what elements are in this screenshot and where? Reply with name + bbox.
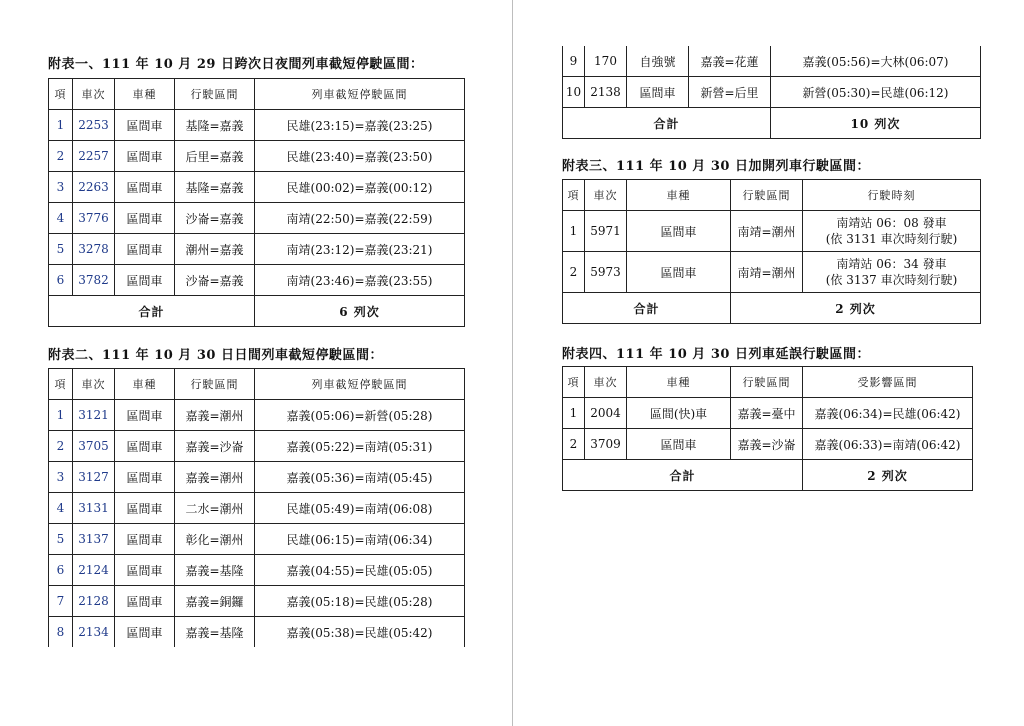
cell-train-type: 區間車	[115, 141, 175, 172]
cell-section: 民雄(23:15)=嘉義(23:25)	[255, 110, 465, 141]
cell-train-no: 170	[585, 46, 627, 77]
table-row	[563, 77, 981, 108]
total-value: 10 列次	[771, 108, 981, 139]
col-header-item: 項	[563, 367, 585, 398]
cell-train-type: 區間車	[627, 429, 731, 460]
table-row	[49, 110, 465, 141]
table-row	[563, 46, 981, 77]
cell-train-no: 2253	[73, 110, 115, 141]
col-header-route: 行駛區間	[731, 180, 803, 211]
cell-item: 1	[563, 398, 585, 429]
cell-train-no: 3782	[73, 265, 115, 296]
cell-section	[803, 252, 981, 293]
col-header-train-no: 車次	[585, 180, 627, 211]
cell-train-type: 區間車	[115, 431, 175, 462]
table2-continued	[562, 46, 981, 139]
cell-section: 民雄(06:15)=南靖(06:34)	[255, 524, 465, 555]
schedule-note: (依 3131 車次時刻行駛)	[825, 232, 958, 246]
table-row	[563, 398, 973, 429]
table-header-row	[49, 369, 465, 400]
table2-title: 附表二、111 年 10 月 30 日日間列車截短停駛區間：	[48, 348, 383, 363]
table1	[48, 78, 465, 327]
schedule-time: 南靖站 06：34 發車	[836, 257, 947, 271]
table-row	[563, 252, 981, 293]
cell-route: 南靖=潮州	[731, 252, 803, 293]
cell-train-type: 區間車	[627, 77, 689, 108]
table4-title: 附表四、111 年 10 月 30 日列車延誤行駛區間：	[562, 347, 870, 362]
table4	[562, 366, 973, 491]
total-label: 合計	[563, 460, 803, 491]
cell-route: 嘉義=沙崙	[731, 429, 803, 460]
cell-item: 1	[563, 211, 585, 252]
cell-section: 南靖(23:46)=嘉義(23:55)	[255, 265, 465, 296]
cell-route: 沙崙=嘉義	[175, 203, 255, 234]
cell-train-no: 3127	[73, 462, 115, 493]
cell-train-no: 2124	[73, 555, 115, 586]
table-row	[563, 211, 981, 252]
table2-body	[49, 369, 465, 648]
cell-route: 沙崙=嘉義	[175, 265, 255, 296]
col-header-train-no: 車次	[73, 369, 115, 400]
cell-train-no: 3121	[73, 400, 115, 431]
total-label: 合計	[563, 293, 731, 324]
cell-train-no: 2138	[585, 77, 627, 108]
cell-train-no: 2257	[73, 141, 115, 172]
cell-route: 嘉義=基隆	[175, 617, 255, 648]
table-row	[49, 265, 465, 296]
cell-train-no: 2263	[73, 172, 115, 203]
total-value: 2 列次	[731, 293, 981, 324]
cell-train-no: 2004	[585, 398, 627, 429]
cell-item: 2	[563, 252, 585, 293]
cell-section: 嘉義(05:38)=民雄(05:42)	[255, 617, 465, 648]
cell-section: 嘉義(05:06)=新營(05:28)	[255, 400, 465, 431]
total-value: 2 列次	[803, 460, 973, 491]
cell-section	[803, 211, 981, 252]
cell-item: 10	[563, 77, 585, 108]
cell-train-type: 區間車	[115, 555, 175, 586]
cell-train-type: 區間車	[115, 110, 175, 141]
cell-train-type: 區間車	[115, 400, 175, 431]
cell-train-type: 區間(快)車	[627, 398, 731, 429]
table1-body	[49, 79, 465, 327]
cell-train-type: 區間車	[627, 211, 731, 252]
col-header-item: 項	[49, 79, 73, 110]
col-header-item: 項	[563, 180, 585, 211]
cell-section: 嘉義(05:56)=大林(06:07)	[771, 46, 981, 77]
total-row	[563, 293, 981, 324]
cell-route: 潮州=嘉義	[175, 234, 255, 265]
table-row	[49, 555, 465, 586]
cell-train-type: 區間車	[115, 586, 175, 617]
col-header-train-type: 車種	[115, 369, 175, 400]
cell-section: 民雄(23:40)=嘉義(23:50)	[255, 141, 465, 172]
cell-train-type: 區間車	[115, 462, 175, 493]
cell-train-type: 區間車	[115, 234, 175, 265]
table-row	[49, 141, 465, 172]
cell-item: 9	[563, 46, 585, 77]
table-row	[49, 617, 465, 648]
cell-route: 嘉義=潮州	[175, 400, 255, 431]
cell-section: 嘉義(06:34)=民雄(06:42)	[803, 398, 973, 429]
cell-route: 二水=潮州	[175, 493, 255, 524]
schedule-note: (依 3137 車次時刻行駛)	[825, 273, 958, 287]
col-header-train-type: 車種	[115, 79, 175, 110]
cell-section: 嘉義(05:36)=南靖(05:45)	[255, 462, 465, 493]
cell-route: 后里=嘉義	[175, 141, 255, 172]
cell-item: 2	[563, 429, 585, 460]
cell-train-type: 區間車	[115, 493, 175, 524]
cell-section: 嘉義(05:18)=民雄(05:28)	[255, 586, 465, 617]
table-header-row	[563, 180, 981, 211]
total-value: 6 列次	[255, 296, 465, 327]
cell-train-no: 3776	[73, 203, 115, 234]
cell-item: 2	[49, 141, 73, 172]
cell-section: 嘉義(05:22)=南靖(05:31)	[255, 431, 465, 462]
table-header-row	[563, 367, 973, 398]
total-label: 合計	[49, 296, 255, 327]
cell-train-no: 3709	[585, 429, 627, 460]
cell-item: 2	[49, 431, 73, 462]
cell-train-no: 3131	[73, 493, 115, 524]
cell-section: 嘉義(06:33)=南靖(06:42)	[803, 429, 973, 460]
cell-item: 4	[49, 203, 73, 234]
total-label: 合計	[563, 108, 771, 139]
table-row	[49, 431, 465, 462]
table3-body	[563, 180, 981, 324]
cell-route: 新營=后里	[689, 77, 771, 108]
total-row	[563, 460, 973, 491]
cell-section: 民雄(00:02)=嘉義(00:12)	[255, 172, 465, 203]
cell-item: 6	[49, 555, 73, 586]
cell-route: 嘉義=潮州	[175, 462, 255, 493]
cell-train-type: 區間車	[627, 252, 731, 293]
table1-title: 附表一、111 年 10 月 29 日跨次日夜間列車截短停駛區間：	[48, 57, 424, 72]
cell-item: 8	[49, 617, 73, 648]
col-header-train-no: 車次	[73, 79, 115, 110]
table-row	[49, 493, 465, 524]
cell-item: 7	[49, 586, 73, 617]
cell-route: 嘉義=沙崙	[175, 431, 255, 462]
cell-route: 彰化=潮州	[175, 524, 255, 555]
col-header-item: 項	[49, 369, 73, 400]
cell-train-type: 區間車	[115, 617, 175, 648]
page-divider	[512, 0, 513, 726]
table-row	[49, 234, 465, 265]
cell-route: 基隆=嘉義	[175, 172, 255, 203]
cell-train-no: 3705	[73, 431, 115, 462]
cell-train-type: 區間車	[115, 172, 175, 203]
cell-item: 4	[49, 493, 73, 524]
col-header-train-no: 車次	[585, 367, 627, 398]
table3	[562, 179, 981, 324]
cell-item: 3	[49, 172, 73, 203]
total-row	[563, 108, 981, 139]
table-row	[49, 172, 465, 203]
cell-item: 6	[49, 265, 73, 296]
col-header-affected-section: 受影響區間	[803, 367, 973, 398]
cell-route: 嘉義=花蓮	[689, 46, 771, 77]
cell-train-type: 區間車	[115, 524, 175, 555]
col-header-schedule: 行駛時刻	[803, 180, 981, 211]
schedule-time: 南靖站 06：08 發車	[836, 216, 947, 230]
table2-continued-body	[563, 46, 981, 139]
cell-train-no: 3278	[73, 234, 115, 265]
cell-route: 嘉義=基隆	[175, 555, 255, 586]
col-header-route: 行駛區間	[175, 369, 255, 400]
col-header-train-type: 車種	[627, 180, 731, 211]
col-header-route: 行駛區間	[731, 367, 803, 398]
total-row	[49, 296, 465, 327]
cell-train-no: 5971	[585, 211, 627, 252]
table4-body	[563, 367, 973, 491]
col-header-suspended-section: 列車截短停駛區間	[255, 79, 465, 110]
table-row	[49, 586, 465, 617]
cell-section: 嘉義(04:55)=民雄(05:05)	[255, 555, 465, 586]
cell-item: 5	[49, 234, 73, 265]
cell-section: 南靖(23:12)=嘉義(23:21)	[255, 234, 465, 265]
cell-train-no: 5973	[585, 252, 627, 293]
cell-train-no: 3137	[73, 524, 115, 555]
cell-route: 嘉義=銅鑼	[175, 586, 255, 617]
table-header-row	[49, 79, 465, 110]
cell-section: 南靖(22:50)=嘉義(22:59)	[255, 203, 465, 234]
cell-section: 新營(05:30)=民雄(06:12)	[771, 77, 981, 108]
cell-train-type: 區間車	[115, 203, 175, 234]
cell-item: 1	[49, 110, 73, 141]
table-row	[49, 203, 465, 234]
table-row	[49, 400, 465, 431]
cell-item: 3	[49, 462, 73, 493]
table-row	[563, 429, 973, 460]
cell-route: 基隆=嘉義	[175, 110, 255, 141]
cell-route: 嘉義=臺中	[731, 398, 803, 429]
cell-train-type: 區間車	[115, 265, 175, 296]
cell-route: 南靖=潮州	[731, 211, 803, 252]
col-header-route: 行駛區間	[175, 79, 255, 110]
table2	[48, 368, 465, 647]
table-row	[49, 524, 465, 555]
cell-train-no: 2134	[73, 617, 115, 648]
cell-train-type: 自強號	[627, 46, 689, 77]
cell-item: 1	[49, 400, 73, 431]
col-header-train-type: 車種	[627, 367, 731, 398]
cell-item: 5	[49, 524, 73, 555]
table3-title: 附表三、111 年 10 月 30 日加開列車行駛區間：	[562, 159, 870, 174]
cell-train-no: 2128	[73, 586, 115, 617]
cell-section: 民雄(05:49)=南靖(06:08)	[255, 493, 465, 524]
table-row	[49, 462, 465, 493]
col-header-suspended-section: 列車截短停駛區間	[255, 369, 465, 400]
